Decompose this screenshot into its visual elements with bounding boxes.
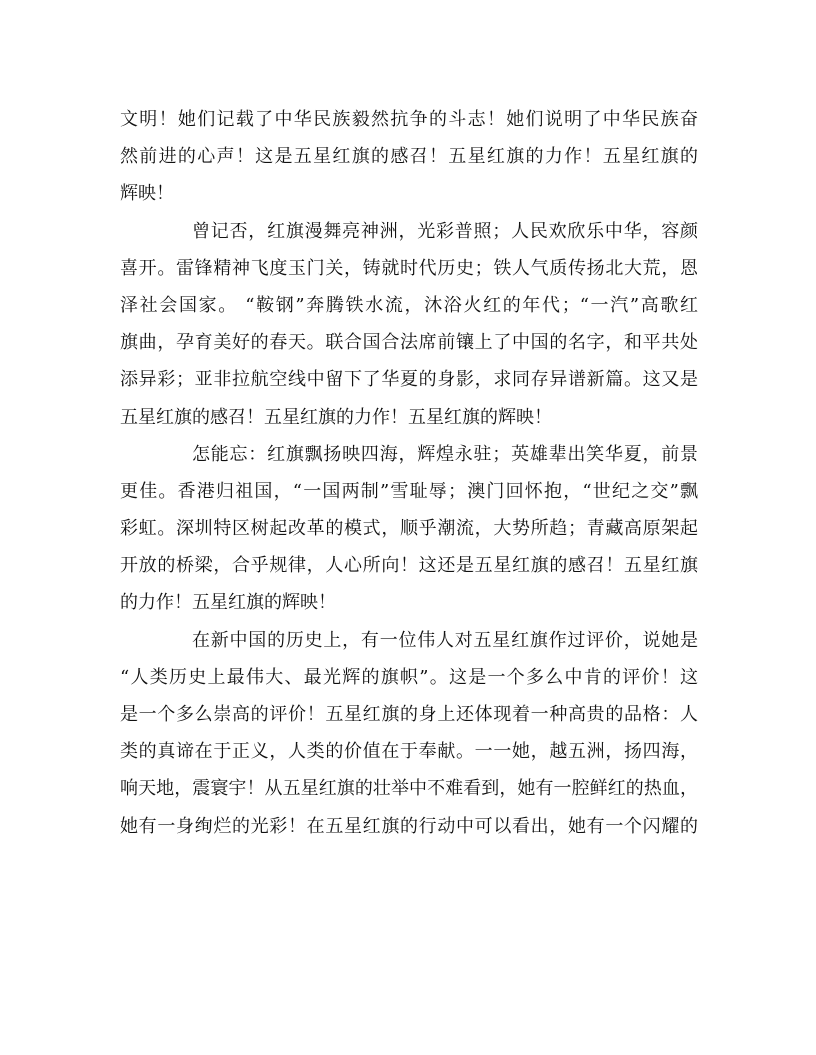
text-line: 喜开。雷锋精神飞度玉门关，铸就时代历史；铁人气质传扬北大荒，恩 [120, 257, 698, 279]
text-line: 泽社会国家。 “鞍钢”奔腾铁水流，沐浴火红的年代；“一汽”高歌红 [120, 294, 698, 316]
paragraph-first-line: 怎能忘：红旗飘扬映四海，辉煌永驻；英雄辈出笑华夏，前景 [192, 443, 698, 465]
text-line: 文明！她们记载了中华民族毅然抗争的斗志！她们说明了中华民族奋 [120, 109, 698, 130]
text-line: 的力作！五星红旗的辉映！ [120, 592, 336, 614]
text-line: 她有一身绚烂的光彩！在五星红旗的行动中可以看出，她有一个闪耀的 [120, 815, 698, 837]
paragraph-first-line: 在新中国的历史上，有一位伟人对五星红旗作过评价，说她是 [192, 629, 698, 651]
text-line: “人类历史上最伟大、最光辉的旗帜”。这是一个多么中肯的评价！这 [120, 666, 698, 688]
text-line: 添异彩；亚非拉航空线中留下了华夏的身影，求同存异谱新篇。这又是 [120, 369, 698, 391]
text-line: 开放的桥梁，合乎规律，人心所向！这还是五星红旗的感召！五星红旗 [120, 555, 698, 577]
text-line: 是一个多么崇高的评价！五星红旗的身上还体现着一种高贵的品格：人 [120, 704, 698, 725]
text-line: 更佳。香港归祖国，“一国两制”雪耻辱；澳门回怀抱，“世纪之交”飘 [120, 480, 698, 502]
text-line: 然前进的心声！这是五星红旗的感召！五星红旗的力作！五星红旗的 [120, 146, 698, 168]
text-line: 辉映！ [120, 183, 174, 205]
text-line: 旗曲，孕育美好的春天。联合国合法席前镶上了中国的名字，和平共处 [120, 332, 698, 354]
text-line: 五星红旗的感召！五星红旗的力作！五星红旗的辉映！ [120, 406, 552, 428]
paragraph-first-line: 曾记否，红旗漫舞亮神洲，光彩普照；人民欢欣乐中华，容颜 [192, 220, 698, 242]
text-line: 类的真谛在于正义，人类的价值在于奉献。一一她，越五洲，扬四海， [120, 741, 698, 763]
document-body [120, 101, 698, 845]
text-line: 响天地，震寰宇！从五星红旗的壮举中不难看到，她有一腔鲜红的热血， [120, 778, 698, 800]
text-line: 彩虹。深圳特区树起改革的模式，顺乎潮流，大势所趋；青藏高原架起 [120, 518, 698, 540]
